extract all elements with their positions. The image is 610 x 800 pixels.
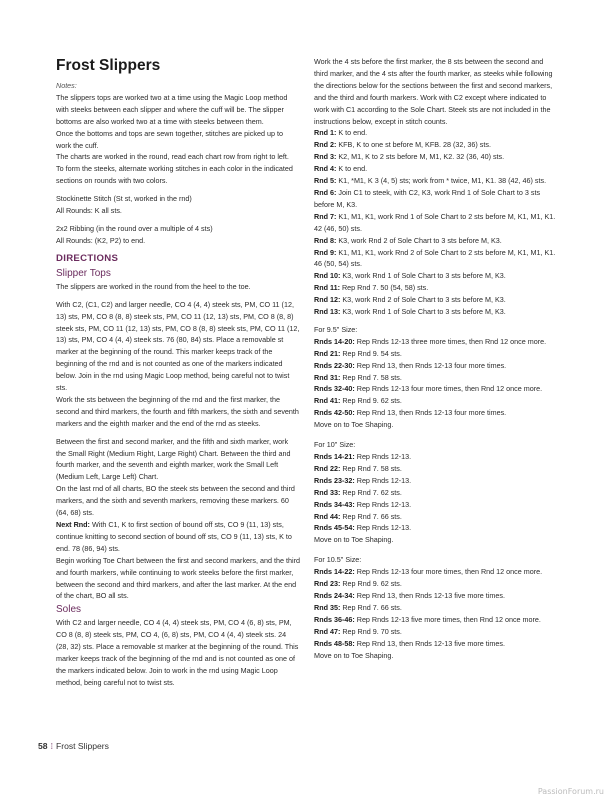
round-label: Rnd 3: xyxy=(314,152,337,162)
rounds-list xyxy=(314,127,558,318)
round-instruction xyxy=(314,522,558,534)
size-end-note: Move on to Toe Shaping. xyxy=(314,535,394,545)
round-instruction xyxy=(314,638,558,650)
size-rounds-list xyxy=(314,336,558,419)
round-label: Rnd 7: xyxy=(314,211,337,221)
round-instruction xyxy=(314,475,558,487)
round-label: Rnds 24-34: xyxy=(314,590,355,600)
round-label: Rnds 48-58: xyxy=(314,638,355,648)
stitch-rule: All Rounds: (K2, P2) to end. xyxy=(56,235,146,245)
round-label: Rnds 42-50: xyxy=(314,408,355,418)
round-text: K to end. xyxy=(336,128,368,138)
round-label: Rnds 14-20: xyxy=(314,336,355,346)
round-text: Rep Rnd 13, then Rnds 12-13 four more times. xyxy=(354,408,507,418)
size-heading: For 10.5" Size: xyxy=(314,555,362,565)
round-text: Rep Rnd 13, then Rnds 12-13 five more times. xyxy=(354,638,505,648)
round-instruction xyxy=(314,139,558,151)
round-instruction xyxy=(314,383,558,395)
footer-title: Frost Slippers xyxy=(55,741,109,751)
round-instruction xyxy=(314,211,558,235)
round-text: K to end. xyxy=(336,164,368,174)
page-title: Frost Slippers xyxy=(56,57,161,74)
round-instruction xyxy=(314,626,558,638)
soles-heading: Soles xyxy=(56,604,82,616)
round-text: KFB, K to one st before M, KFB. 28 (32, 36) sts. xyxy=(336,140,491,150)
round-text: K3, work Rnd 1 of Sole Chart to 3 sts before M, K3. xyxy=(340,271,506,281)
round-label: Rnd 35: xyxy=(314,602,341,612)
round-text: K3, work Rnd 2 of Sole Chart to 3 sts before M, K3. xyxy=(336,235,502,245)
round-label: Rnd 11: xyxy=(314,283,340,293)
round-instruction xyxy=(314,348,558,360)
round-text: Rep Rnds 12-13. xyxy=(354,499,412,509)
round-label: Rnds 14-21: xyxy=(314,452,355,461)
round-label: Rnd 2: xyxy=(314,140,337,150)
size-end-note: Move on to Toe Shaping. xyxy=(314,420,394,430)
round-text: Rep Rnds 12-13 three more times, then Rnd 12 once more. xyxy=(354,336,547,346)
round-text: Rep Rnd 9. 62 sts. xyxy=(340,579,402,589)
round-text: Rep Rnd 9. 70 sts. xyxy=(340,626,402,636)
round-label: Rnd 8: xyxy=(314,235,337,245)
note-paragraph: The charts are worked in the round, read each chart row from right to left. xyxy=(56,152,289,162)
stitch-name: Stockinette Stitch (St st, worked in the rnd) xyxy=(56,194,192,204)
round-label: Rnd 4: xyxy=(314,164,337,174)
tops-paragraph: The slippers are worked in the round from the heel to the toe. xyxy=(56,281,251,291)
round-instruction xyxy=(314,163,558,175)
round-label: Rnd 9: xyxy=(314,247,337,257)
left-column xyxy=(56,56,300,689)
round-instruction xyxy=(314,499,558,511)
round-label: Rnd 6: xyxy=(314,187,337,197)
tops-paragraph: Begin working Toe Chart between the first and second markers, and the third and fourth markers, while continuing to work steeks before the first marker, between the second and third markers, and after the last marker. At the end of the chart, BO all sts. xyxy=(56,555,300,601)
round-label: Rnds 36-46: xyxy=(314,614,355,624)
round-text: Rep Rnd 7. 58 sts. xyxy=(340,463,402,473)
next-round-label: Next Rnd: xyxy=(56,520,90,529)
soles-paragraph: With C2 and larger needle, CO 4 (4, 4) steek sts, PM, CO 4 (6, 8) sts, PM, CO 8 (8, 8) steek sts, PM, CO 4, (6, 8) sts, PM, CO 4 (4, 4) steek sts. 24 (28, 32) sts. Place a removable st marker at the beginning of the round. This marker keeps track of the beginning of the rnd and is not counted as one of the markers indicated below. Join to work in the rnd using Magic Loop method, being careful not to twist sts. xyxy=(56,618,299,687)
round-instruction xyxy=(314,566,558,578)
round-text: Rep Rnds 12-13 four more times, then Rnd 12 once more. xyxy=(354,384,543,394)
tops-paragraph: Between the first and second marker, and the fifth and sixth marker, work the Small Right (Medium Right, Large Right) Chart. Between the third and fourth marker, and the seventh and eighth marker, work the Small Left (Medium Left, Large Left) Chart. xyxy=(56,436,291,482)
round-instruction xyxy=(314,235,558,247)
round-label: Rnd 22: xyxy=(314,463,341,473)
round-text: Rep Rnd 7. 58 sts. xyxy=(340,372,402,382)
notes-label: Notes: xyxy=(56,81,77,90)
note-paragraph: Once the bottoms and tops are sewn together, stitches are picked up to work the cuff. xyxy=(56,128,283,150)
round-instruction xyxy=(314,614,558,626)
right-column xyxy=(314,56,558,661)
round-instruction xyxy=(314,463,558,475)
note-paragraph: The slippers tops are worked two at a time using the Magic Loop method with steeks between each slipper and where the cuff will be. The slipper bottoms are also worked two at a time with steeks between them. xyxy=(56,92,288,126)
round-label: Rnd 41: xyxy=(314,396,341,406)
soles-intro: Work the 4 sts before the first marker, the 8 sts between the second and third marker, and the 4 sts after the fourth marker, as steeks while following the directions below for the sections between the first and second markers, and the third and fourth markers. Work with C2 except where indicated to work with C1 according to the Sole Chart. Steek sts are not included in the instructions below, except in stitch counts. xyxy=(314,57,553,126)
round-text: K3, work Rnd 2 of Sole Chart to 3 sts before M, K3. xyxy=(340,295,506,305)
round-text: K1, M1, K1, work Rnd 1 of Sole Chart to 2 sts before M, K1, M1, K1. 42 (46, 50) sts. xyxy=(314,211,556,233)
round-text: K2, M1, K to 2 sts before M, M1, K2. 32 (36, 40) sts. xyxy=(336,152,505,162)
round-instruction xyxy=(314,270,558,282)
round-text: Rep Rnds 12-13 four more times, then Rnd 12 once more. xyxy=(354,567,543,577)
round-instruction xyxy=(314,451,558,463)
round-text: Rep Rnd 7. 50 (54, 58) sts. xyxy=(339,283,429,293)
round-label: Rnds 22-30: xyxy=(314,360,355,370)
size-rounds-list xyxy=(314,566,558,649)
round-text: Rep Rnds 12-13. xyxy=(354,523,412,533)
round-label: Rnd 13: xyxy=(314,307,341,317)
slipper-tops-heading: Slipper Tops xyxy=(56,267,111,279)
round-instruction xyxy=(314,306,558,318)
note-paragraph: To form the steeks, alternate working stitches in each color in the indicated sections on rounds with two colors. xyxy=(56,164,293,186)
round-label: Rnd 33: xyxy=(314,487,341,497)
round-label: Rnds 23-32: xyxy=(314,475,355,485)
round-label: Rnd 5: xyxy=(314,176,337,186)
round-label: Rnd 44: xyxy=(314,511,341,521)
round-instruction xyxy=(314,247,558,271)
size-end-note: Move on to Toe Shaping. xyxy=(314,650,394,660)
round-instruction xyxy=(314,360,558,372)
round-text: Rep Rnd 7. 66 sts. xyxy=(340,511,402,521)
round-text: Rep Rnds 12-13 five more times, then Rnd 12 once more. xyxy=(354,614,541,624)
size-heading: For 10" Size: xyxy=(314,440,356,450)
round-text: Rep Rnds 12-13. xyxy=(354,452,412,461)
round-instruction xyxy=(314,127,558,139)
round-instruction xyxy=(314,151,558,163)
round-instruction xyxy=(314,578,558,590)
next-round-text: With C1, K to first section of bound off sts, CO 9 (11, 13) sts, continue knitting to second section of bound off sts, CO 9 (11, 13) sts, K to end. 78 (86, 94) sts. xyxy=(56,520,292,553)
stitch-rule: All Rounds: K all sts. xyxy=(56,206,122,216)
round-text: K3, work Rnd 1 of Sole Chart to 3 sts before M, K3. xyxy=(340,307,506,317)
size-rounds-list xyxy=(314,451,558,534)
round-label: Rnds 14-22: xyxy=(314,567,355,577)
round-text: Rep Rnd 7. 62 sts. xyxy=(340,487,402,497)
round-instruction xyxy=(314,294,558,306)
round-label: Rnd 12: xyxy=(314,295,341,305)
round-label: Rnd 1: xyxy=(314,128,337,138)
round-label: Rnds 32-40: xyxy=(314,384,355,394)
round-label: Rnd 21: xyxy=(314,348,341,358)
tops-paragraph: With C2, (C1, C2) and larger needle, CO 4 (4, 4) steek sts, PM, CO 11 (12, 13) sts, PM, CO 8 (8, 8) steek sts, PM, CO 11 (12, 13) sts, PM, CO 8 (8, 8) steek sts, PM, CO 11 (12, 13) sts, PM, CO 8 (8, 8) steek sts, PM, CO 11 (12, 13) sts, PM, CO 4 (4, 4) steek sts. 76 (80, 84) sts. Place a removable st marker at the beginning of the round. This marker keeps track of the beginning of the rnd and is not counted as one of the markers indicated below. Join in the rnd using Magic Loop method, being careful not to twist sts. xyxy=(56,299,300,393)
footer-separator: ⁞ xyxy=(50,741,53,751)
round-instruction xyxy=(314,487,558,499)
round-text: K1, *M1, K 3 (4, 5) sts; work from * twice, M1, K1. 38 (42, 46) sts. xyxy=(336,176,547,186)
round-instruction xyxy=(314,187,558,211)
round-label: Rnd 47: xyxy=(314,626,341,636)
round-label: Rnd 23: xyxy=(314,579,341,589)
watermark: PassionForum.ru xyxy=(537,787,604,796)
page-number: 58 xyxy=(38,741,48,751)
round-instruction xyxy=(314,372,558,384)
tops-paragraph: On the last rnd of all charts, BO the steek sts between the second and third markers, and the sixth and seventh markers, removing these markers. 60 (64, 68) sts. xyxy=(56,484,295,518)
round-text: Rep Rnds 12-13. xyxy=(354,475,412,485)
round-text: Rep Rnd 13, then Rnds 12-13 five more times. xyxy=(354,590,505,600)
round-text: K1, M1, K1, work Rnd 2 of Sole Chart to 2 sts before M, K1, M1, K1. 46 (50, 54) sts. xyxy=(314,247,556,269)
round-text: Join C1 to steek, with C2, K3, work Rnd 1 of Sole Chart to 3 sts before M, K3. xyxy=(314,187,541,209)
next-round-instruction xyxy=(56,519,300,555)
round-label: Rnds 34-43: xyxy=(314,499,355,509)
page-footer xyxy=(38,741,109,751)
round-instruction xyxy=(314,282,558,294)
round-instruction xyxy=(314,395,558,407)
round-instruction xyxy=(314,407,558,419)
round-instruction xyxy=(314,602,558,614)
round-text: Rep Rnd 7. 66 sts. xyxy=(340,602,402,612)
round-instruction xyxy=(314,590,558,602)
round-label: Rnd 10: xyxy=(314,271,341,281)
round-text: Rep Rnd 9. 62 sts. xyxy=(340,396,402,406)
round-instruction xyxy=(314,511,558,523)
stitch-name: 2x2 Ribbing (in the round over a multiple of 4 sts) xyxy=(56,223,213,233)
size-heading: For 9.5" Size: xyxy=(314,324,358,334)
tops-paragraph: Work the sts between the beginning of the rnd and the first marker, the second and third markers, the fourth and fifth markers, the sixth and seventh markers and the eighth marker and the end of the rnd as steeks. xyxy=(56,394,299,428)
round-instruction xyxy=(314,175,558,187)
round-text: Rep Rnd 13, then Rnds 12-13 four more times. xyxy=(354,360,507,370)
round-label: Rnd 31: xyxy=(314,372,341,382)
round-label: Rnds 45-54: xyxy=(314,523,355,533)
round-text: Rep Rnd 9. 54 sts. xyxy=(340,348,402,358)
round-instruction xyxy=(314,336,558,348)
directions-heading: DIRECTIONS xyxy=(56,252,119,264)
